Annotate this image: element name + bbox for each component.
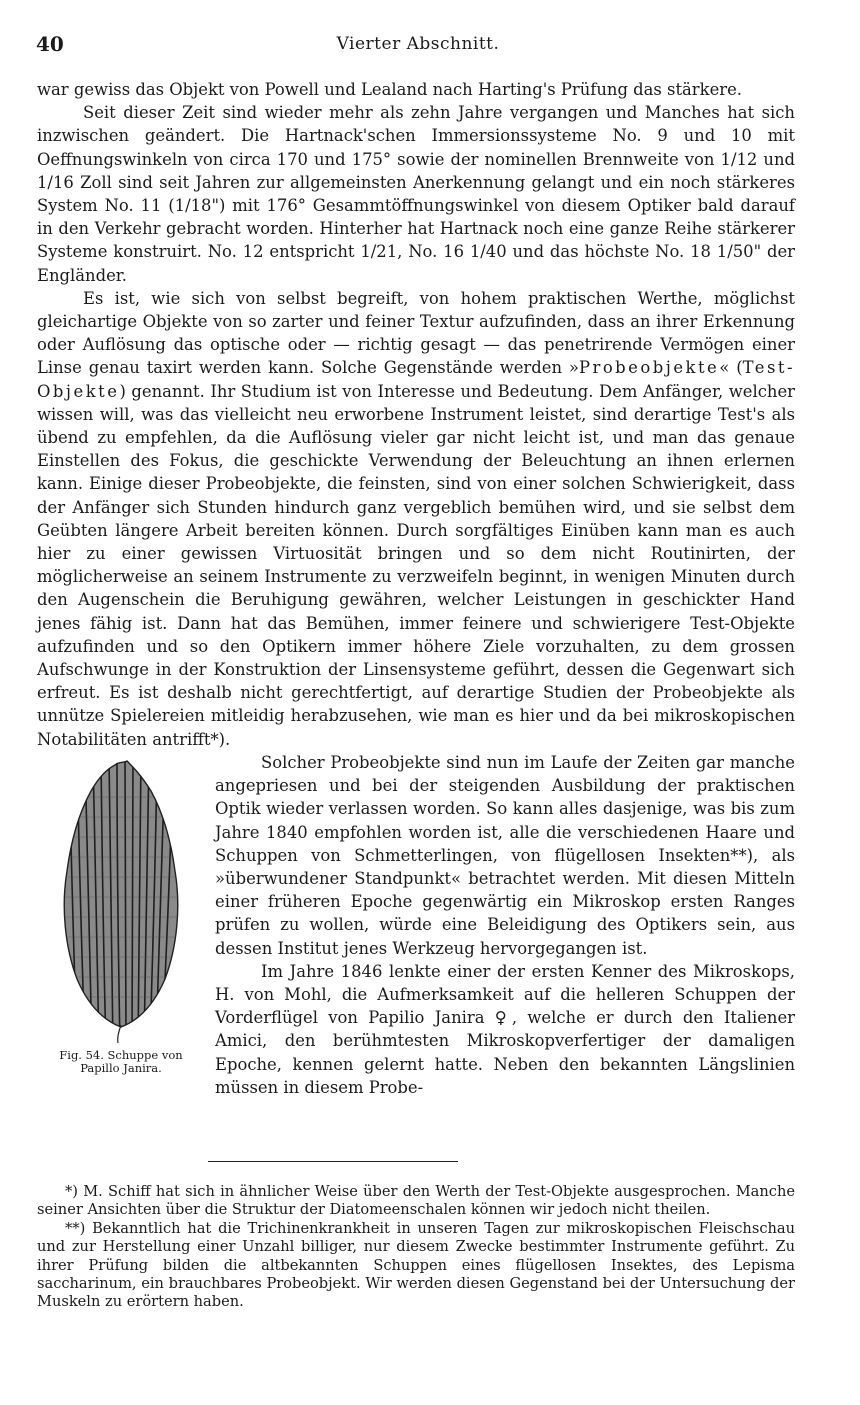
butterfly-scale-illustration: [55, 757, 187, 1047]
footnote-1: *) M. Schiff hat sich in ähnlicher Weise über den Werth der Test-Objekte ausgesprochen. Manche seiner Ansichten über die Struktur der Diatomeenschalen können wir jedoch nicht theilen.: [37, 1183, 795, 1219]
figure-caption-line-2: Papillo Janira.: [80, 1060, 162, 1075]
term-test-objekte: Test-Objekte: [37, 358, 795, 401]
footnote-separator: [208, 1161, 458, 1162]
term-probeobjekte: Probeobjekte: [578, 358, 720, 378]
page-number: 40: [36, 32, 64, 56]
footnotes: [37, 1183, 795, 1312]
figure-caption-line-1: Fig. 54. Schuppe von: [59, 1047, 183, 1062]
figure-caption: [37, 1049, 205, 1075]
page-header: [36, 32, 800, 56]
figure-54: [37, 751, 205, 1077]
paragraph-3-start: Es ist, wie sich von selbst begreift, von hohem praktischen Werthe, möglichst gleichartige Objekte von so zarter und feiner Textur aufzufinden, dass an ihrer Erkennung oder Auflösung das optische oder — richtig gesagt — das penetrirende Vermögen einer Linse genau taxirt werden kann. Solche Gegenstände werden »: [37, 288, 795, 378]
running-head: Vierter Abschnitt.: [336, 34, 500, 54]
paragraph-3-end: ) genannt. Ihr Studium ist von Interesse und Bedeutung. Dem Anfänger, welcher wissen will, was das vielleicht neu erworbene Instrument leistet, sind derartige Test's als übend zu empfehlen, da die Auflösung vieler gar nicht leicht ist, und man das genaue Einstellen des Fokus, die geschickte Verwendung der Beleuchtung an ihnen erlernen kann. Einige dieser Probeobjekte, die feinsten, sind von einer solchen Schwierigkeit, dass der Anfänger sich Stunden hindurch ganz vergeblich bemühen wird, und sie selbst dem Geübten längere Arbeit bereiten können. Durch sorgfältiges Einüben kann man es auch hier zu einer gewissen Virtuosität bringen und so dem nicht Routinirten, der möglicherweise an seinem Instrumente zu verzweifeln beginnt, in wenigen Minuten durch den Augenschein die Beruhigung gewähren, welcher Leistungen in geschickter Hand jenes fähig ist. Dann hat das Bemühen, immer feinere und schwierigere Test-Objekte aufzufinden und so den Optikern immer höhere Ziele vorzuhalten, zu dem grossen Aufschwunge in der Konstruktion der Linsensysteme geführt, dessen die Gegenwart sich erfreut. Es ist deshalb nicht gerechtfertigt, auf derartige Studien der Probeobjekte als unnütze Spielereien mitleidig herabzusehen, wie man es hier und da bei mikroskopischen Notabilitäten antrifft*).: [37, 381, 795, 749]
main-text: [37, 78, 795, 1099]
paragraph-2: Seit dieser Zeit sind wieder mehr als zehn Jahre vergangen und Manches hat sich inzwischen geändert. Die Hartnack'schen Immersionssysteme No. 9 und 10 mit Oeffnungswinkeln von circa 170 und 175° sowie der nominellen Brennweite von 1/12 und 1/16 Zoll sind seit Jahren zur allgemeinsten Anerkennung gelangt und ein noch stärkeres System No. 11 (1/18") mit 176° Gesammtöffnungswinkel von diesem Optiker bald darauf in den Verkehr gebracht worden. Hinterher hat Hartnack noch eine ganze Reihe stärkerer Systeme konstruirt. No. 12 entspricht 1/21, No. 16 1/40 und das höchste No. 18 1/50" der Engländer.: [37, 103, 795, 285]
paragraph-3: [37, 287, 795, 751]
paragraph-5: Im Jahre 1846 lenkte einer der ersten Kenner des Mikroskops, H. von Mohl, die Aufmerksamkeit auf die helleren Schuppen der Vorderflügel von Papilio Janira ♀, welche er durch den Italiener Amici, den berühmtesten Mikroskopverfertiger der damaligen Epoche, kennen gelernt hatte. Neben den bekannten Längslinien müssen in diesem Probe-: [215, 961, 795, 1097]
paragraph-3-mid: « (: [719, 358, 743, 378]
paragraph-1: war gewiss das Objekt von Powell und Lealand nach Harting's Prüfung das stärkere.: [37, 80, 743, 99]
footnote-2: **) Bekanntlich hat die Trichinenkrankheit in unseren Tagen zur mikroskopischen Fleischschau und zur Herstellung einer Unzahl billiger, nur diesem Zwecke bestimmter Instrumente geführt. Zu ihrer Prüfung bilden die altbekannten Schuppen eines flügellosen Insektes, des Lepisma saccharinum, ein brauchbares Probeobjekt. Wir werden diesen Gegenstand bei der Untersuchung der Muskeln zu erörtern haben.: [37, 1219, 795, 1311]
paragraph-4: Solcher Probeobjekte sind nun im Laufe der Zeiten gar manche angepriesen und bei der steigenden Ausbildung der praktischen Optik wieder verlassen worden. So kann alles dasjenige, was bis zum Jahre 1840 empfohlen worden ist, alle die verschiedenen Haare und Schuppen von Schmetterlingen, von flügellosen Insekten**), als »überwundener Standpunkt« betrachtet werden. Mit diesen Mitteln einer früheren Epoche gegenwärtig ein Mikroskop ersten Ranges prüfen zu wollen, würde eine Beleidigung des Optikers sein, aus dessen Institut jenes Werkzeug hervorgegangen ist.: [215, 752, 795, 958]
